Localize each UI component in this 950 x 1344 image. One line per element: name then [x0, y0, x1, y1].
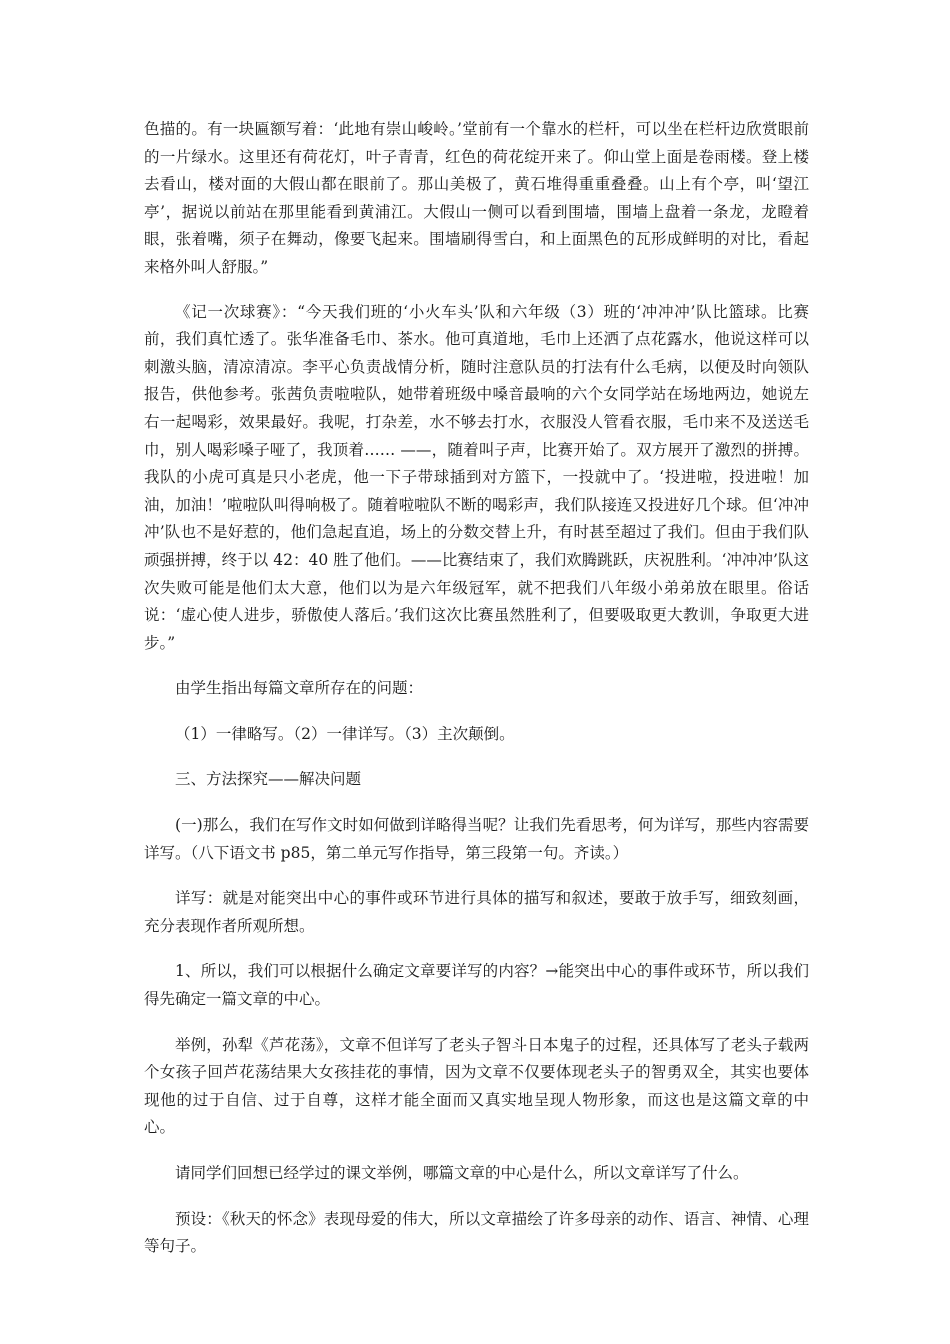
paragraph-ball-game-essay: 《记一次球赛》：“今天我们班的‘小火车头’队和六年级（3）班的‘冲冲冲’队比篮球。比赛前，我们真忙透了。张华准备毛巾、茶水。他可真道地，毛巾上还洒了点花露水，他说这样可以刺激头脑，清凉清凉。李平心负责战情分析，随时注意队员的打法有什么毛病，以便及时向领队报告，供他参考。张茜负责啦啦队，她带着班级中嗓音最响的六个女同学站在场地两边，她说左右一起喝彩，效果最好。我呢，打杂差，水不够去打水，衣服没人管看衣服，毛巾来不及送送毛巾，别人喝彩嗓子哑了，我顶着…… ——，随着叫子声，比赛开始了。双方展开了激烈的拼搏。我队的小虎可真是只小老虎，他一下子带球插到对方篮下，一投就中了。‘投进啦，投进啦！加油，加油！’啦啦队叫得响极了。随着啦啦队不断的喝彩声，我们队接连又投进好几个球。但‘冲冲冲’队也不是好惹的，他们急起直追，场上的分数交替上升，有时甚至超过了我们。但由于我们队顽强拼搏，终于以 42：40 胜了他们。——比赛结束了，我们欢腾跳跃，庆祝胜利。‘冲冲冲’队这次失败可能是他们太大意，他们以为是六年级冠军，就不把我们八年级小弟弟放在眼里。俗话说：‘虚心使人进步，骄傲使人落后。’我们这次比赛虽然胜利了，但要吸取更大教训，争取更大进步。”	[144, 302, 809, 652]
paragraph-recall-prompt: 请同学们回想已经学过的课文举例，哪篇文章的中心是什么，所以文章详写了什么。	[175, 1164, 749, 1182]
document-page	[144, 116, 809, 1279]
paragraph-question-intro: (一)那么，我们在写作文时如何做到详略得当呢？让我们先看思考，何为详写，那些内容需要详写。（八下语文书 p85，第二单元写作指导，第三段第一句。齐读。）	[144, 816, 809, 862]
paragraph-problems-list: （1）一律略写。（2）一律详写。（3）主次颠倒。	[175, 724, 515, 743]
paragraph-garden-description: 色描的。有一块匾额写着：‘此地有崇山峻岭。’堂前有一个靠水的栏杆，可以坐在栏杆边欣赏眼前的一片绿水。这里还有荷花灯，叶子青青，红色的荷花绽开来了。仰山堂上面是卷雨楼。登上楼去看山，楼对面的大假山都在眼前了。那山美极了，黄石堆得重重叠叠。山上有个亭，叫‘望江亭’，据说以前站在那里能看到黄浦江。大假山一侧可以看到围墙，围墙上盘着一条龙，龙瞪着眼，张着嘴，须子在舞动，像要飞起来。围墙刷得雪白，和上面黑色的瓦形成鲜明的对比，看起来格外叫人舒服。”	[144, 120, 809, 276]
section-heading: 三、方法探究——解决问题	[175, 770, 362, 789]
paragraph-point-one: 1、所以，我们可以根据什么确定文章要详写的内容？→能突出中心的事件或环节，所以我们得先确定一篇文章的中心。	[144, 962, 809, 1009]
paragraph-definition: 详写：就是对能突出中心的事件或环节进行具体的描写和叙述，要敢于放手写，细致刻画，充分表现作者所观所想。	[144, 889, 809, 935]
paragraph-example: 举例，孙犁《芦花荡》，文章不但详写了老头子智斗日本鬼子的过程，还具体写了老头子载两个女孩子回芦花荡结果大女孩挂花的事情，因为文章不仅要体现老头子的智勇双全，其实也要体现他的过于自信、过于自尊，这样才能全面而又真实地呈现人物形象，而这也是这篇文章的中心。	[144, 1035, 809, 1137]
paragraph-student-task: 由学生指出每篇文章所存在的问题：	[175, 679, 424, 698]
paragraph-preset-answer: 预设：《秋天的怀念》表现母爱的伟大，所以文章描绘了许多母亲的动作、语言、神情、心理等句子。	[144, 1209, 809, 1256]
